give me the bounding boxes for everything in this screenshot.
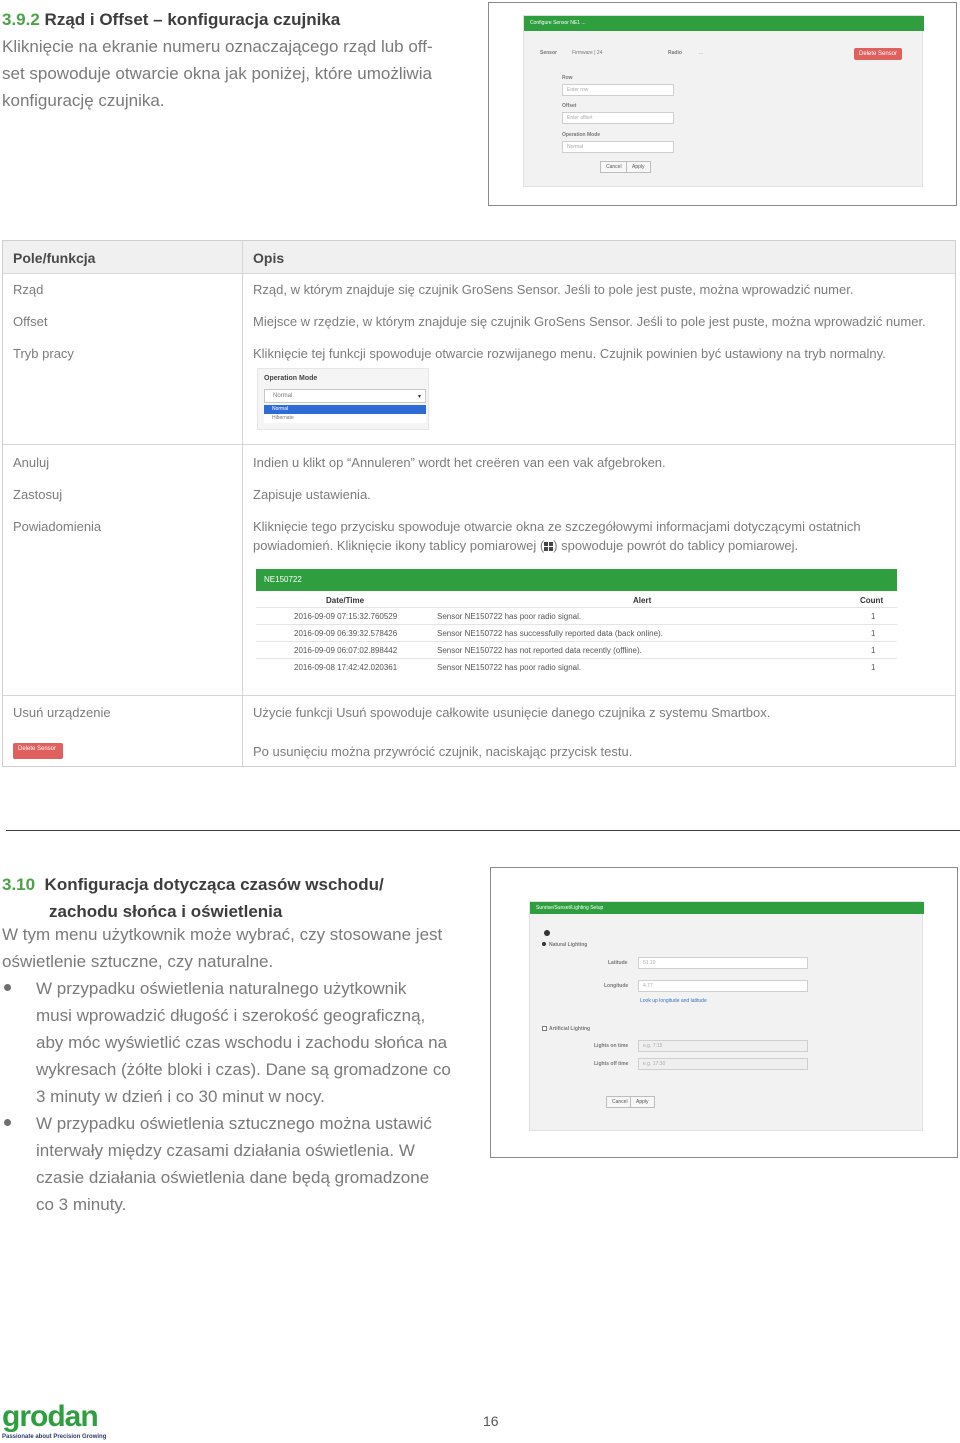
longitude-label: Longitude (604, 983, 629, 989)
dialog-title: Sunrise/Sunset/Lighting Setup (536, 905, 604, 911)
bullet-paragraph (36, 1110, 476, 1218)
mode-dropdown-shot (257, 368, 429, 430)
intro-line: konfigurację czujnika. (2, 91, 165, 110)
bullet-line: czasie działania oświetlenia dane będą gromadzone (36, 1168, 430, 1187)
alert-date: 2016-09-09 07:15:32.760529 (294, 612, 398, 621)
field-notifications: Powiadomienia (13, 519, 102, 534)
bullet-line: co 3 minuty. (36, 1195, 127, 1214)
section-heading (2, 871, 384, 925)
section-number: 3.10 (2, 875, 36, 894)
section-divider (6, 830, 960, 831)
desc-part: powiadomień. Kliknięcie ikony tablicy pomiarowej ( (253, 538, 545, 553)
logo-tagline: Passionate about Precision Growing (2, 1434, 107, 1440)
alert-count: 1 (871, 629, 876, 638)
alert-date: 2016-09-08 17:42:42.020361 (294, 663, 398, 672)
field-row: Rząd (13, 282, 44, 297)
row-divider (3, 695, 955, 696)
row-divider (256, 607, 897, 608)
alert-count: 1 (871, 646, 876, 655)
cancel-button[interactable]: Cancel (600, 161, 628, 173)
desc-part: ) spowoduje powrót do tablicy pomiarowej. (553, 538, 799, 553)
bullet-line: 3 minuty w dzień i co 30 minut w nocy. (36, 1087, 325, 1106)
alert-date: 2016-09-09 06:07:02.898442 (294, 646, 398, 655)
field-desc: Użycie funkcji Usuń spowoduje całkowite usunięcie danego czujnika z systemu Smartbox. (253, 705, 771, 720)
section-title-line2: zachodu słońca i oświetlenia (49, 902, 283, 921)
radio-value: ... (699, 50, 704, 56)
latitude-label: Latitude (608, 960, 628, 966)
field-offset: Offset (13, 314, 48, 329)
header-description: Opis (253, 250, 285, 266)
mode-dropdown-value: Normal (273, 393, 293, 399)
intro-line: oświetlenie sztuczne, czy naturalne. (2, 952, 274, 971)
lookup-link[interactable]: Look up longitude and latitude (640, 998, 707, 1004)
dialog-title-bar (524, 16, 924, 31)
longitude-input[interactable]: 4.77 (638, 980, 808, 992)
desc-line: Kliknięcie tego przycisku spowoduje otwarcie okna ze szczegółowymi informacjami dotyczącymi ostatnich (253, 519, 861, 534)
alerts-screenshot (256, 569, 897, 679)
col-count: Count (860, 596, 884, 605)
row-label: Row (562, 75, 573, 81)
artificial-lighting-label: Artificial Lighting (549, 1026, 591, 1032)
field-apply: Zastosuj (13, 487, 63, 502)
chevron-down-icon: ▾ (417, 394, 421, 400)
mode-option-label: Normal (272, 406, 289, 412)
field-desc: Zapisuje ustawienia. (253, 487, 371, 502)
config-screenshot (488, 2, 957, 206)
mode-option[interactable] (264, 414, 426, 423)
dialog-title: Configure Sensor NE1 ... (530, 20, 586, 26)
lighting-dialog (529, 901, 923, 1131)
config-dialog (523, 15, 923, 187)
field-delete-device: Usuń urządzenie (13, 705, 111, 720)
row-divider (256, 658, 897, 659)
lights-on-label: Lights on time (594, 1043, 629, 1049)
col-date: Date/Time (326, 596, 365, 605)
alert-count: 1 (871, 612, 876, 621)
section-heading (2, 10, 340, 30)
intro-paragraph (2, 33, 472, 114)
intro-line: Kliknięcie na ekranie numeru oznaczającego rząd lub off- (2, 37, 433, 56)
page-number: 16 (483, 1413, 499, 1429)
row-divider (3, 444, 955, 445)
lights-off-input[interactable]: e.g. 17:30 (638, 1058, 808, 1070)
sensor-label: Sensor (540, 50, 557, 56)
bullet-dot (4, 984, 11, 991)
row-divider (256, 641, 897, 642)
field-desc: Rząd, w którym znajduje się czujnik GroSens Sensor. Jeśli to pole jest puste, można wprowadzić numer. (253, 282, 854, 297)
intro-line: W tym menu użytkownik może wybrać, czy stosowane jest (2, 925, 443, 944)
mode-option-selected[interactable] (264, 405, 426, 414)
desc-line (253, 536, 943, 555)
radio-icon[interactable] (544, 930, 550, 936)
column-divider (242, 241, 243, 766)
delete-sensor-button[interactable]: Delete Sensor (13, 743, 63, 759)
dashboard-icon (544, 542, 553, 551)
offset-label: Offset (562, 103, 577, 109)
section-title: Rząd i Offset – konfiguracja czujnika (44, 10, 341, 29)
alert-count: 1 (871, 663, 876, 672)
mode-select[interactable]: Normal (562, 141, 674, 153)
row-input[interactable]: Enter row (562, 84, 674, 96)
field-desc: Indien u klikt op “Annuleren” wordt het creëren van een vak afgebroken. (253, 455, 666, 470)
apply-button[interactable]: Apply (630, 1096, 655, 1108)
mode-dropdown-label: Operation Mode (264, 375, 318, 382)
alert-text: Sensor NE150722 has poor radio signal. (437, 663, 582, 672)
bullet-line: musi wprowadzić długość i szerokość geograficzną, (36, 1006, 426, 1025)
bullet-line: W przypadku oświetlenia sztucznego można ustawić (36, 1114, 432, 1133)
alerts-title-bar (256, 569, 897, 591)
lights-on-input[interactable]: e.g. 7:15 (638, 1040, 808, 1052)
bullet-line: aby móc wyświetlić czas wschodu i zachodu słońca na (36, 1033, 448, 1052)
field-mode: Tryb pracy (13, 346, 74, 361)
mode-label: Operation Mode (562, 132, 601, 138)
natural-lighting-label: Natural Lighting (549, 942, 588, 948)
lights-off-label: Lights off time (594, 1061, 629, 1067)
alert-text: Sensor NE150722 has not reported data recently (offline). (437, 646, 642, 655)
alert-text: Sensor NE150722 has successfully reported data (back online). (437, 629, 663, 638)
section-title: Konfiguracja dotycząca czasów wschodu/ (44, 875, 384, 894)
col-alert: Alert (633, 596, 652, 605)
alerts-title: NE150722 (264, 575, 302, 584)
section-number: 3.9.2 (2, 10, 40, 29)
radio-icon[interactable] (542, 942, 546, 946)
intro-paragraph (2, 921, 472, 975)
alert-date: 2016-09-09 06:39:32.578426 (294, 629, 398, 638)
mode-option-label: Hibernate (272, 415, 294, 421)
bullet-paragraph (36, 975, 476, 1110)
header-field: Pole/funkcja (13, 250, 96, 266)
alert-text: Sensor NE150722 has poor radio signal. (437, 612, 582, 621)
fields-table (2, 240, 956, 767)
offset-input[interactable]: Enter offset (562, 112, 674, 124)
radio-label: Radio (668, 50, 682, 56)
intro-line: set spowoduje otwarcie okna jak poniżej, które umożliwia (2, 64, 432, 83)
dialog-title-bar (530, 902, 924, 914)
field-cancel: Anuluj (13, 455, 50, 470)
delete-sensor-button[interactable]: Delete Sensor (854, 48, 902, 60)
field-desc: Miejsce w rzędzie, w którym znajduje się czujnik GroSens Sensor. Jeśli to pole jest puste, można wprowadzić numer. (253, 314, 926, 329)
bullet-line: interwały między czasami działania oświetlenia. W (36, 1141, 415, 1160)
bullet-dot (4, 1119, 11, 1126)
grodan-logo: grodan (2, 1400, 98, 1433)
table-header (3, 241, 955, 274)
field-desc (253, 517, 943, 555)
checkbox-icon[interactable] (542, 1026, 547, 1031)
field-desc: Po usunięciu można przywrócić czujnik, naciskając przycisk testu. (253, 744, 633, 759)
sensor-value: Firmware | 24 (572, 50, 603, 56)
apply-button[interactable]: Apply (626, 161, 651, 173)
field-desc: Kliknięcie tej funkcji spowoduje otwarcie rozwijanego menu. Czujnik powinien być ustawiony na tryb normalny. (253, 346, 886, 361)
mode-dropdown-select[interactable] (264, 389, 426, 403)
cancel-button[interactable]: Cancel (606, 1096, 634, 1108)
bullet-line: wykresach (żółte bloki i czas). Dane są gromadzone co (36, 1060, 451, 1079)
bullet-line: W przypadku oświetlenia naturalnego użytkownik (36, 979, 407, 998)
lighting-screenshot (490, 867, 958, 1158)
row-divider (256, 624, 897, 625)
latitude-input[interactable]: 51.10 (638, 957, 808, 969)
